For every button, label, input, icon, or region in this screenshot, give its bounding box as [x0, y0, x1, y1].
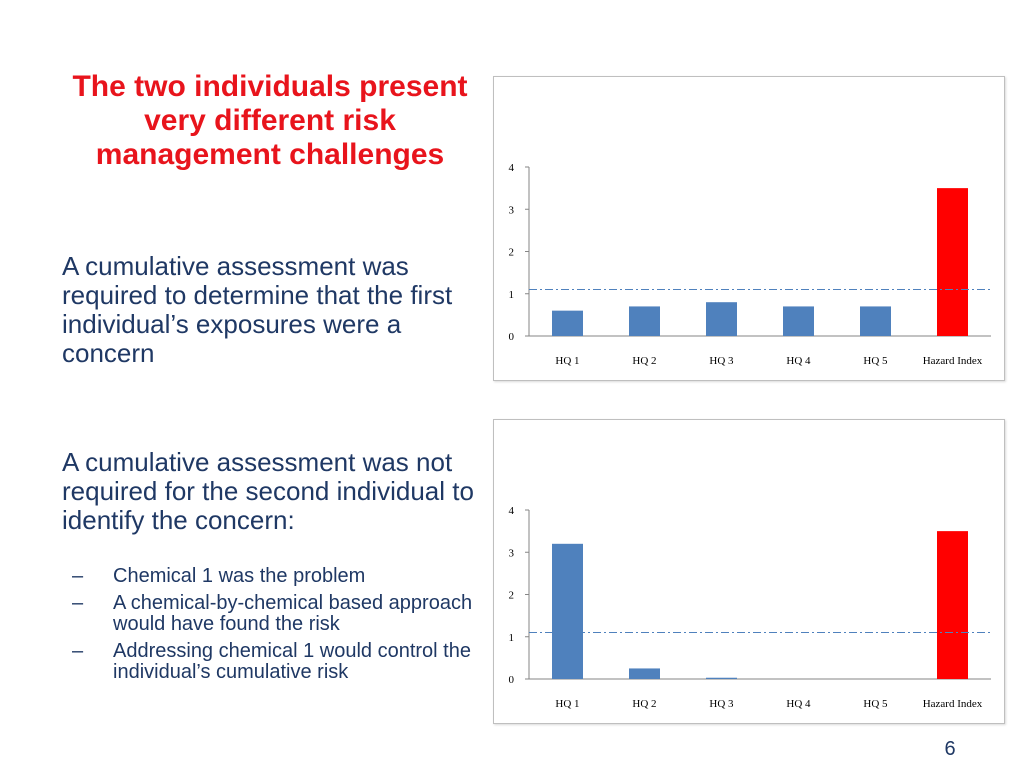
bullet-text: Addressing chemical 1 would control the individual’s cumulative risk [113, 640, 471, 683]
x-tick-label: HQ 5 [863, 355, 888, 367]
bullet-item [72, 566, 482, 587]
slide-title: The two individuals present very different risk management challenges [72, 70, 468, 171]
y-tick-label: 2 [508, 246, 514, 259]
y-tick-label: 0 [508, 674, 514, 686]
bar-chart-svg [494, 77, 1004, 380]
chart-second-individual [493, 419, 1005, 724]
page-number: 6 [944, 738, 956, 760]
y-tick-label: 0 [508, 331, 514, 343]
bar-chart-svg [494, 420, 1004, 723]
y-tick-label: 3 [508, 547, 514, 560]
bar [937, 188, 968, 336]
bullet-text: A chemical-by-chemical based approach would have found the risk [113, 592, 473, 635]
x-tick-label: HQ 4 [786, 355, 811, 367]
dash-bullet-icon: – [72, 565, 84, 587]
y-tick-label: 4 [508, 162, 514, 174]
bar [629, 668, 660, 679]
bullet-list [72, 566, 482, 689]
chart-first-individual [493, 76, 1005, 381]
bar [629, 306, 660, 336]
dash-bullet-icon: – [72, 640, 84, 662]
paragraph-second-individual: A cumulative assessment was not required for the second individual to identify the concern: [62, 447, 474, 535]
bullet-text: Chemical 1 was the problem [113, 565, 366, 587]
y-tick-label: 4 [508, 505, 514, 517]
x-tick-label: HQ 3 [709, 355, 734, 367]
bar [552, 311, 583, 336]
x-tick-label: HQ 3 [709, 698, 734, 710]
dash-bullet-icon: – [72, 592, 84, 614]
x-tick-label: HQ 1 [555, 698, 580, 710]
bar [706, 678, 737, 679]
paragraph-first-individual: A cumulative assessment was required to determine that the first individual’s exposures were a concern [62, 251, 453, 368]
x-tick-label: HQ 4 [786, 698, 811, 710]
bullet-item [72, 641, 482, 683]
bar [937, 531, 968, 679]
x-tick-label: HQ 1 [555, 355, 580, 367]
bar [860, 306, 891, 336]
bullet-item [72, 593, 482, 635]
y-tick-label: 3 [508, 204, 514, 217]
y-tick-label: 1 [508, 288, 514, 301]
bar [706, 302, 737, 336]
x-tick-label: HQ 5 [863, 698, 888, 710]
bar [783, 306, 814, 336]
x-tick-label: HQ 2 [632, 698, 657, 710]
x-tick-label: HQ 2 [632, 355, 657, 367]
y-tick-label: 2 [508, 589, 514, 602]
x-tick-label: Hazard Index [922, 355, 983, 367]
bar [552, 544, 583, 679]
x-tick-label: Hazard Index [922, 698, 983, 710]
y-tick-label: 1 [508, 631, 514, 644]
